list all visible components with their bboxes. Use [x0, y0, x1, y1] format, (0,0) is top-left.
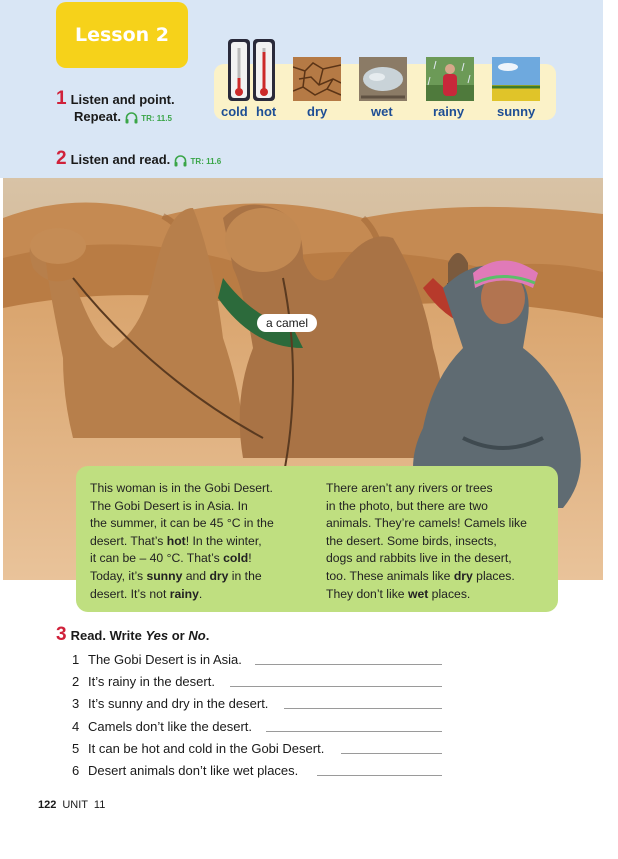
- activity-2-text: Listen and read.: [70, 152, 171, 167]
- question-text: It can be hot and cold in the Gobi Desert.: [88, 741, 325, 756]
- question-row: [72, 652, 242, 672]
- question-text: It’s sunny and dry in the desert.: [88, 696, 269, 711]
- headphones-icon[interactable]: [174, 155, 187, 167]
- instruction-text: Read. Write: [70, 628, 146, 643]
- keyword-dry: dry: [209, 568, 229, 583]
- answer-line-1[interactable]: [255, 664, 442, 665]
- answer-line-3[interactable]: [284, 708, 442, 709]
- thermometer-cold-icon[interactable]: [227, 38, 251, 102]
- reading-text: the summer, it can be 45 °C in the: [90, 516, 274, 531]
- question-text: The Gobi Desert is in Asia.: [88, 652, 242, 667]
- reading-text: desert. That’s: [90, 533, 167, 548]
- question-number: 3: [72, 696, 80, 711]
- instruction-text: .: [205, 628, 210, 643]
- reading-text: !: [248, 551, 252, 566]
- reading-text: This woman is in the Gobi Desert.: [90, 481, 273, 495]
- reading-text: animals. They’re camels! Camels like: [326, 516, 527, 531]
- keyword-wet: wet: [407, 586, 429, 601]
- answer-line-5[interactable]: [341, 753, 442, 754]
- photo-caption: a camel: [257, 314, 317, 332]
- question-text: Desert animals don’t like wet places.: [88, 763, 299, 778]
- question-row: [72, 763, 298, 783]
- vocab-label-rainy: rainy: [433, 104, 465, 119]
- reading-text: in the photo, but there are two: [326, 498, 488, 513]
- page-footer: [38, 799, 105, 811]
- keyword-hot: hot: [166, 533, 186, 548]
- reading-text: and: [182, 568, 210, 583]
- reading-text: places.: [428, 586, 471, 601]
- question-number: 4: [72, 719, 80, 734]
- reading-text-box: [76, 466, 558, 612]
- reading-text: .: [198, 586, 203, 601]
- question-text: Camels don’t like the desert.: [88, 719, 253, 734]
- reading-text: it can be – 40 °C. That’s: [90, 551, 224, 566]
- reading-text: the desert. Some birds, insects,: [326, 533, 497, 548]
- reading-column-right: [326, 480, 551, 603]
- vocab-label-dry: dry: [307, 104, 328, 119]
- reading-text: ! In the winter,: [185, 533, 262, 548]
- instruction-no: No: [188, 628, 206, 643]
- keyword-cold: cold: [223, 551, 249, 566]
- vocab-label-cold: cold: [221, 104, 248, 119]
- reading-text: Today, it’s: [90, 568, 147, 583]
- question-number: 6: [72, 763, 80, 778]
- sunny-icon[interactable]: [492, 57, 540, 101]
- unit-label: UNIT 11: [62, 799, 106, 811]
- instruction-yes: Yes: [145, 628, 169, 643]
- reading-text: They don’t like: [326, 586, 408, 601]
- answer-line-4[interactable]: [266, 731, 442, 732]
- activity-3-instruction: [56, 624, 209, 646]
- activity-2-instruction: [56, 148, 221, 170]
- reading-text: too. These animals like: [326, 568, 454, 583]
- reading-text: in the: [228, 568, 262, 583]
- reading-text: There aren’t any rivers or trees: [326, 481, 493, 495]
- answer-line-6[interactable]: [317, 775, 442, 776]
- vocab-label-hot: hot: [256, 104, 277, 119]
- activity-1-line1: Listen and point.: [70, 92, 175, 107]
- question-row: [72, 719, 252, 739]
- question-row: [72, 696, 268, 716]
- reading-text: The Gobi Desert is in Asia. In: [90, 498, 248, 513]
- question-row: [72, 741, 324, 761]
- question-row: [72, 674, 215, 694]
- track-number: TR: 11.5: [141, 114, 172, 123]
- activity-3-number: 3: [56, 624, 67, 645]
- activity-2-number: 2: [56, 148, 67, 169]
- activity-1-instruction: [56, 90, 175, 127]
- headphones-icon[interactable]: [125, 112, 138, 124]
- wet-ground-icon[interactable]: [359, 57, 407, 101]
- lesson-tab: [56, 2, 188, 68]
- question-text: It’s rainy in the desert.: [88, 674, 215, 689]
- instruction-text: or: [168, 628, 189, 643]
- question-number: 5: [72, 741, 80, 756]
- reading-text: desert. It’s not: [90, 586, 170, 601]
- reading-column-left: [90, 480, 310, 603]
- reading-text: places.: [472, 568, 515, 583]
- track-number: TR: 11.6: [190, 157, 222, 166]
- activity-1-number: 1: [56, 88, 67, 109]
- vocab-label-sunny: sunny: [497, 104, 536, 119]
- activity-1-line2: Repeat.: [74, 109, 121, 124]
- question-number: 1: [72, 652, 80, 667]
- answer-line-2[interactable]: [230, 686, 442, 687]
- thermometer-hot-icon[interactable]: [252, 38, 276, 102]
- rainy-icon[interactable]: [426, 57, 474, 101]
- keyword-sunny: sunny: [146, 568, 183, 583]
- dry-ground-icon[interactable]: [293, 57, 341, 101]
- lesson-title: Lesson 2: [74, 24, 170, 46]
- keyword-rainy: rainy: [169, 586, 199, 601]
- reading-text: dogs and rabbits live in the desert,: [326, 551, 512, 566]
- keyword-dry: dry: [453, 568, 473, 583]
- page-number: 122: [38, 799, 57, 811]
- question-number: 2: [72, 674, 80, 689]
- vocab-label-wet: wet: [371, 104, 393, 119]
